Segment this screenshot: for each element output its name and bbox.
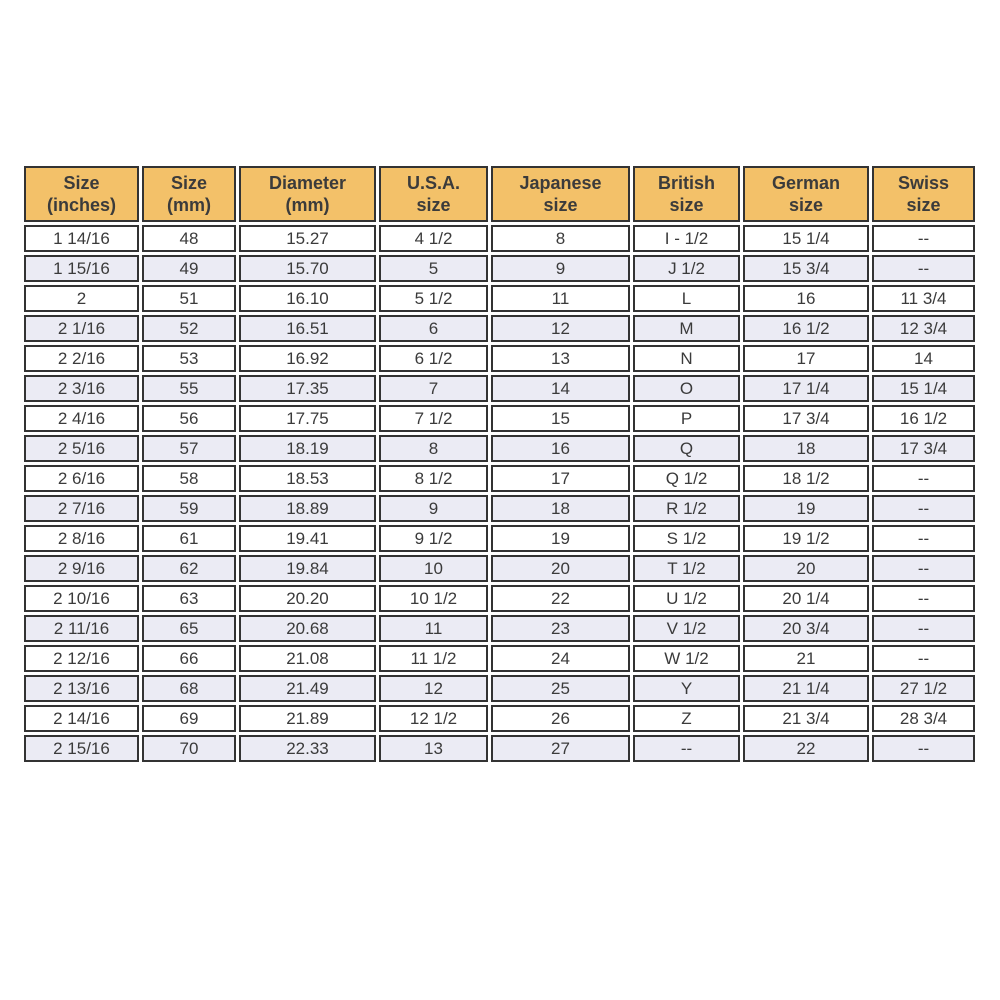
table-cell: 26	[491, 705, 630, 732]
column-header-line1: British	[657, 173, 715, 193]
table-cell: 24	[491, 645, 630, 672]
table-cell: 51	[142, 285, 236, 312]
table-cell: 2 1/16	[24, 315, 139, 342]
column-header-line2: size	[416, 195, 451, 215]
table-cell: 19 1/2	[743, 525, 869, 552]
table-cell: 58	[142, 465, 236, 492]
table-cell: 16	[491, 435, 630, 462]
table-cell: 2 10/16	[24, 585, 139, 612]
table-cell: 2 11/16	[24, 615, 139, 642]
table-cell: 69	[142, 705, 236, 732]
table-cell: 8	[379, 435, 488, 462]
table-cell: 11	[379, 615, 488, 642]
table-cell: 65	[142, 615, 236, 642]
table-cell: 1 15/16	[24, 255, 139, 282]
table-cell: 2 12/16	[24, 645, 139, 672]
table-cell: Y	[633, 675, 740, 702]
header-row	[24, 166, 975, 222]
table-cell: 10	[379, 555, 488, 582]
table-body	[24, 225, 975, 762]
table-cell: 27 1/2	[872, 675, 975, 702]
table-cell: --	[872, 225, 975, 252]
table-cell: 6 1/2	[379, 345, 488, 372]
table-cell: 2 9/16	[24, 555, 139, 582]
table-cell: 62	[142, 555, 236, 582]
table-cell: 19	[743, 495, 869, 522]
table-cell: 20.68	[239, 615, 376, 642]
column-header-line1: Size	[63, 173, 100, 193]
table-cell: 16.10	[239, 285, 376, 312]
table-row	[24, 315, 975, 342]
table-row	[24, 735, 975, 762]
table-cell: 22	[491, 585, 630, 612]
table-cell: 57	[142, 435, 236, 462]
column-header-2	[239, 166, 376, 222]
table-cell: 21.49	[239, 675, 376, 702]
table-cell: --	[633, 735, 740, 762]
table-cell: 5	[379, 255, 488, 282]
column-header-7	[872, 166, 975, 222]
table-cell: 18 1/2	[743, 465, 869, 492]
ring-size-table	[21, 163, 978, 765]
table-cell: 8 1/2	[379, 465, 488, 492]
table-row	[24, 435, 975, 462]
table-row	[24, 675, 975, 702]
table-cell: 15 1/4	[743, 225, 869, 252]
table-cell: 22	[743, 735, 869, 762]
table-cell: Q 1/2	[633, 465, 740, 492]
table-cell: 25	[491, 675, 630, 702]
table-cell: 15 1/4	[872, 375, 975, 402]
table-cell: 9	[379, 495, 488, 522]
table-row	[24, 465, 975, 492]
table-cell: --	[872, 615, 975, 642]
column-header-0	[24, 166, 139, 222]
table-cell: 18.89	[239, 495, 376, 522]
column-header-line1: Japanese	[519, 173, 602, 193]
table-cell: 56	[142, 405, 236, 432]
table-row	[24, 705, 975, 732]
table-cell: 2 7/16	[24, 495, 139, 522]
table-cell: 20	[743, 555, 869, 582]
table-cell: 17	[743, 345, 869, 372]
table-row	[24, 615, 975, 642]
table-row	[24, 345, 975, 372]
column-header-line2: size	[906, 195, 941, 215]
table-cell: Q	[633, 435, 740, 462]
table-cell: 12 1/2	[379, 705, 488, 732]
table-row	[24, 225, 975, 252]
table-cell: N	[633, 345, 740, 372]
table-cell: 20.20	[239, 585, 376, 612]
table-cell: 4 1/2	[379, 225, 488, 252]
table-cell: 6	[379, 315, 488, 342]
table-cell: 15	[491, 405, 630, 432]
ring-size-chart	[21, 163, 978, 765]
table-cell: 18	[743, 435, 869, 462]
column-header-5	[633, 166, 740, 222]
table-cell: 2 14/16	[24, 705, 139, 732]
table-cell: --	[872, 585, 975, 612]
table-cell: 14	[872, 345, 975, 372]
column-header-line2: size	[543, 195, 578, 215]
table-cell: T 1/2	[633, 555, 740, 582]
table-cell: 15.27	[239, 225, 376, 252]
column-header-3	[379, 166, 488, 222]
table-cell: 15.70	[239, 255, 376, 282]
table-cell: 12	[491, 315, 630, 342]
table-cell: 12	[379, 675, 488, 702]
table-cell: 68	[142, 675, 236, 702]
table-cell: 17 3/4	[743, 405, 869, 432]
table-cell: 2	[24, 285, 139, 312]
table-row	[24, 555, 975, 582]
table-cell: 18.19	[239, 435, 376, 462]
table-cell: 16 1/2	[872, 405, 975, 432]
table-cell: 2 6/16	[24, 465, 139, 492]
table-cell: 17 1/4	[743, 375, 869, 402]
table-cell: 1 14/16	[24, 225, 139, 252]
table-cell: 21	[743, 645, 869, 672]
table-cell: 17	[491, 465, 630, 492]
table-cell: 11	[491, 285, 630, 312]
table-row	[24, 375, 975, 402]
table-cell: J 1/2	[633, 255, 740, 282]
table-cell: 20	[491, 555, 630, 582]
table-cell: 28 3/4	[872, 705, 975, 732]
table-cell: 8	[491, 225, 630, 252]
column-header-line2: size	[669, 195, 704, 215]
table-cell: --	[872, 555, 975, 582]
table-cell: 52	[142, 315, 236, 342]
column-header-4	[491, 166, 630, 222]
table-cell: --	[872, 465, 975, 492]
column-header-1	[142, 166, 236, 222]
table-cell: 12 3/4	[872, 315, 975, 342]
table-cell: S 1/2	[633, 525, 740, 552]
column-header-line1: Size	[170, 173, 208, 193]
table-cell: 17.75	[239, 405, 376, 432]
column-header-line1: Swiss	[897, 173, 950, 193]
table-row	[24, 405, 975, 432]
table-cell: 19.84	[239, 555, 376, 582]
table-cell: 13	[491, 345, 630, 372]
column-header-line2: (mm)	[285, 195, 330, 215]
table-cell: 2 15/16	[24, 735, 139, 762]
table-cell: 49	[142, 255, 236, 282]
table-row	[24, 495, 975, 522]
column-header-line2: (mm)	[167, 195, 211, 215]
table-cell: 2 3/16	[24, 375, 139, 402]
table-cell: 21 3/4	[743, 705, 869, 732]
table-cell: 2 5/16	[24, 435, 139, 462]
table-cell: 11 3/4	[872, 285, 975, 312]
table-cell: 13	[379, 735, 488, 762]
column-header-line1: U.S.A.	[406, 173, 460, 193]
table-cell: 66	[142, 645, 236, 672]
table-cell: 70	[142, 735, 236, 762]
column-header-6	[743, 166, 869, 222]
table-cell: 19	[491, 525, 630, 552]
table-cell: 55	[142, 375, 236, 402]
table-cell: R 1/2	[633, 495, 740, 522]
table-cell: 63	[142, 585, 236, 612]
table-cell: --	[872, 495, 975, 522]
table-cell: 2 8/16	[24, 525, 139, 552]
column-header-line2: size	[788, 195, 824, 215]
table-row	[24, 525, 975, 552]
table-cell: 16 1/2	[743, 315, 869, 342]
table-cell: P	[633, 405, 740, 432]
table-cell: 17 3/4	[872, 435, 975, 462]
table-cell: 59	[142, 495, 236, 522]
table-cell: --	[872, 525, 975, 552]
table-cell: 9 1/2	[379, 525, 488, 552]
column-header-line1: German	[771, 173, 841, 193]
table-cell: 11 1/2	[379, 645, 488, 672]
table-cell: I - 1/2	[633, 225, 740, 252]
table-cell: --	[872, 645, 975, 672]
table-cell: 18	[491, 495, 630, 522]
table-cell: 21 1/4	[743, 675, 869, 702]
table-cell: 19.41	[239, 525, 376, 552]
table-cell: 53	[142, 345, 236, 372]
table-cell: 16.51	[239, 315, 376, 342]
table-cell: 16	[743, 285, 869, 312]
table-cell: 20 1/4	[743, 585, 869, 612]
table-cell: 48	[142, 225, 236, 252]
table-cell: 61	[142, 525, 236, 552]
table-row	[24, 585, 975, 612]
table-cell: 7	[379, 375, 488, 402]
table-cell: 7 1/2	[379, 405, 488, 432]
table-row	[24, 255, 975, 282]
table-cell: 2 4/16	[24, 405, 139, 432]
table-cell: 27	[491, 735, 630, 762]
table-cell: 18.53	[239, 465, 376, 492]
table-cell: 2 13/16	[24, 675, 139, 702]
table-cell: 2 2/16	[24, 345, 139, 372]
table-cell: V 1/2	[633, 615, 740, 642]
table-cell: 9	[491, 255, 630, 282]
table-cell: 14	[491, 375, 630, 402]
table-cell: --	[872, 735, 975, 762]
table-cell: 16.92	[239, 345, 376, 372]
table-cell: 20 3/4	[743, 615, 869, 642]
table-cell: 21.08	[239, 645, 376, 672]
table-cell: Z	[633, 705, 740, 732]
column-header-line2: (inches)	[46, 195, 116, 215]
table-row	[24, 645, 975, 672]
table-cell: U 1/2	[633, 585, 740, 612]
table-cell: W 1/2	[633, 645, 740, 672]
table-row	[24, 285, 975, 312]
table-cell: 10 1/2	[379, 585, 488, 612]
table-cell: 15 3/4	[743, 255, 869, 282]
table-cell: 5 1/2	[379, 285, 488, 312]
table-cell: --	[872, 255, 975, 282]
table-cell: 17.35	[239, 375, 376, 402]
table-cell: 22.33	[239, 735, 376, 762]
table-cell: 23	[491, 615, 630, 642]
column-header-line1: Diameter	[268, 173, 347, 193]
table-cell: L	[633, 285, 740, 312]
table-cell: O	[633, 375, 740, 402]
table-cell: 21.89	[239, 705, 376, 732]
table-cell: M	[633, 315, 740, 342]
